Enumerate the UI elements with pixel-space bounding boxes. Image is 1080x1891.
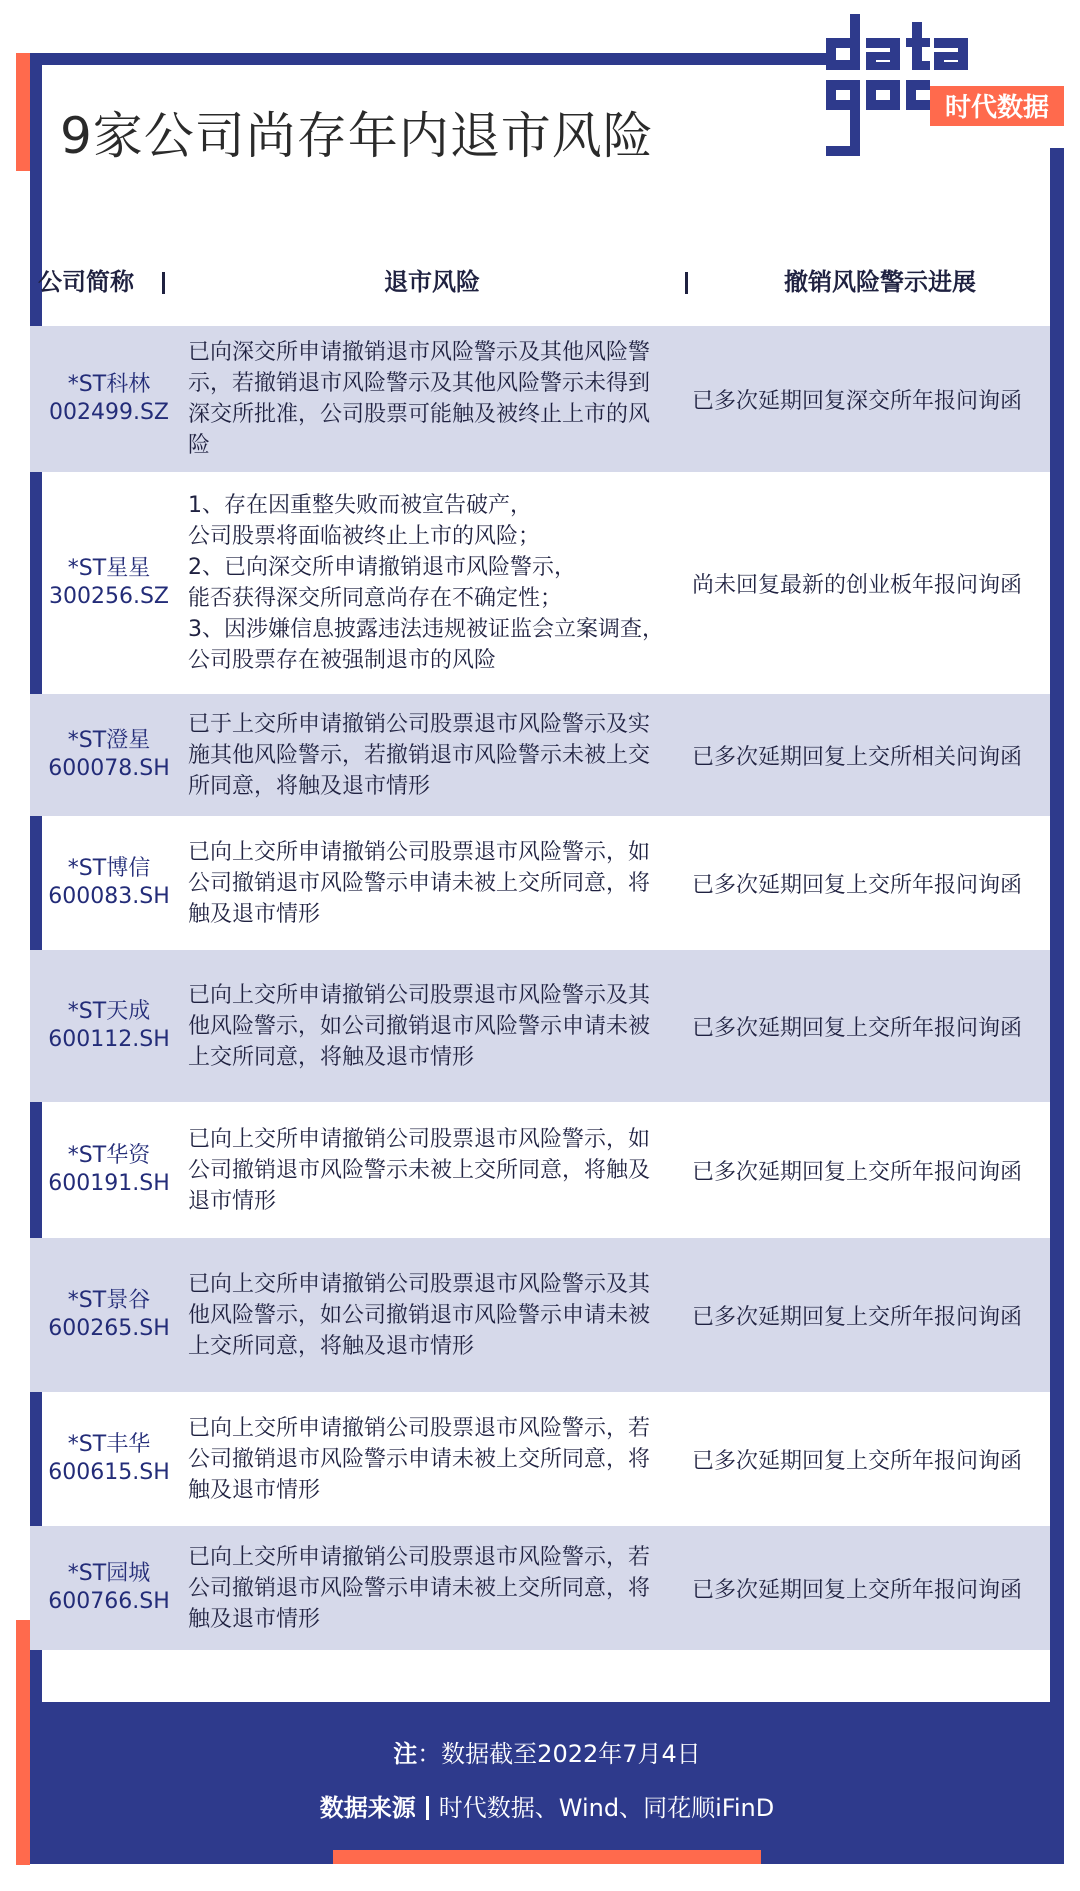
frame-right-border (1050, 148, 1064, 1864)
header-separator (162, 272, 165, 294)
risk-cell (188, 1238, 668, 1392)
risk-cell (188, 1392, 668, 1526)
table-header (30, 260, 1050, 304)
progress-cell: 已多次延期回复上交所年报问询函 (691, 1015, 1022, 1041)
company-cell (30, 1526, 188, 1650)
frame-left-accent-bottom (16, 1620, 30, 1865)
progress-cell: 已多次延期回复深交所年报问询函 (691, 388, 1022, 414)
progress-cell: 已多次延期回复上交所年报问询函 (691, 1577, 1022, 1603)
company-cell (30, 326, 188, 472)
risk-cell (188, 472, 668, 694)
company-name: *ST丰华 (67, 1432, 151, 1457)
company-name: *ST园城 (67, 1561, 151, 1586)
note-label: 注 (393, 1740, 418, 1768)
header-separator (685, 272, 688, 294)
company-name: *ST景谷 (67, 1288, 151, 1313)
table-row (30, 472, 1050, 694)
note-text: ：数据截至2022年7月4日 (417, 1740, 701, 1768)
risk-text: 已向上交所申请撤销公司股票退市风险警示，如公司撤销退市风险警示未被上交所同意，将触及退市情形 (188, 1126, 651, 1214)
risk-cell (188, 326, 668, 472)
company-code: 002499.SZ (48, 400, 169, 425)
risk-cell (188, 1102, 668, 1238)
risk-cell (188, 694, 668, 816)
risk-cell (188, 950, 668, 1102)
company-cell (30, 950, 188, 1102)
company-code: 600191.SH (48, 1171, 170, 1196)
company-name: *ST华资 (67, 1143, 151, 1168)
footer-band (30, 1702, 1064, 1864)
footer-note (30, 1734, 1064, 1769)
frame-top-border (30, 53, 828, 65)
progress-cell: 已多次延期回复上交所年报问询函 (691, 1448, 1022, 1474)
page-title: 9家公司尚存年内退市风险 (60, 107, 654, 165)
table-row (30, 1102, 1050, 1238)
header-risk: 退市风险 (384, 268, 480, 296)
risk-text: 1、存在因重整失败而被宣告破产， 公司股票将面临被终止上市的风险； 2、已向深交所申请撤销退市风险警示， 能否获得深交所同意尚存在不确定性； 3、因涉嫌信息披露违法违规被证监会立案调查，公司股票存在被强制退市的风险 (188, 493, 664, 673)
company-code: 600265.SH (48, 1316, 170, 1341)
company-cell (30, 1238, 188, 1392)
header-company: 公司简称 (38, 268, 134, 296)
frame-left-accent-top (16, 53, 30, 171)
company-name: *ST澄星 (67, 728, 151, 753)
company-cell (30, 1102, 188, 1238)
header-progress: 撤销风险警示进展 (784, 268, 976, 296)
risk-cell (188, 816, 668, 950)
risk-text: 已向深交所申请撤销退市风险警示及其他风险警示，若撤销退市风险警示及其他风险警示未得到深交所批准，公司股票可能触及被终止上市的风险 (188, 340, 651, 458)
table-row (30, 950, 1050, 1102)
progress-cell: 尚未回复最新的创业板年报问询函 (691, 572, 1022, 598)
company-cell (30, 472, 188, 694)
progress-cell: 已多次延期回复上交所年报问询函 (691, 1159, 1022, 1185)
table-row (30, 1526, 1050, 1650)
source-text: 时代数据、Wind、同花顺iFinD (438, 1794, 775, 1822)
progress-cell: 已多次延期回复上交所相关问询函 (691, 744, 1022, 770)
table-row (30, 1238, 1050, 1392)
source-separator (426, 1796, 429, 1820)
table-row (30, 326, 1050, 472)
risk-text: 已向上交所申请撤销公司股票退市风险警示，如公司撤销退市风险警示申请未被上交所同意，将触及退市情形 (188, 839, 651, 927)
progress-cell: 已多次延期回复上交所年报问询函 (691, 872, 1022, 898)
table-row (30, 816, 1050, 950)
logo-badge-text: 时代数据 (944, 93, 1050, 123)
company-name: *ST天成 (67, 999, 151, 1024)
risk-text: 已向上交所申请撤销公司股票退市风险警示，若公司撤销退市风险警示申请未被上交所同意，将触及退市情形 (188, 1544, 651, 1632)
company-code: 600078.SH (48, 756, 170, 781)
table-row (30, 694, 1050, 816)
risk-text: 已向上交所申请撤销公司股票退市风险警示，若公司撤销退市风险警示申请未被上交所同意，将触及退市情形 (188, 1415, 651, 1503)
risk-text: 已向上交所申请撤销公司股票退市风险警示及其他风险警示，如公司撤销退市风险警示申请未被上交所同意，将触及退市情形 (188, 982, 651, 1070)
company-cell (30, 694, 188, 816)
footer-accent (333, 1850, 761, 1864)
company-code: 600766.SH (48, 1589, 170, 1614)
progress-cell: 已多次延期回复上交所年报问询函 (691, 1304, 1022, 1330)
company-code: 600083.SH (48, 884, 170, 909)
risk-cell (188, 1526, 668, 1650)
company-cell (30, 1392, 188, 1526)
company-code: 300256.SZ (48, 584, 169, 609)
company-name: *ST星星 (67, 556, 151, 581)
risk-text: 已向上交所申请撤销公司股票退市风险警示及其他风险警示，如公司撤销退市风险警示申请未被上交所同意，将触及退市情形 (188, 1271, 651, 1359)
company-cell (30, 816, 188, 950)
table-row (30, 1392, 1050, 1526)
datagod-logo (826, 14, 1066, 170)
company-code: 600615.SH (48, 1460, 170, 1485)
footer-source (30, 1788, 1064, 1823)
company-code: 600112.SH (48, 1027, 170, 1052)
company-name: *ST科林 (67, 372, 151, 397)
company-name: *ST博信 (67, 856, 151, 881)
source-label: 数据来源 (319, 1794, 416, 1822)
risk-text: 已于上交所申请撤销公司股票退市风险警示及实施其他风险警示，若撤销退市风险警示未被上交所同意，将触及退市情形 (188, 711, 651, 799)
